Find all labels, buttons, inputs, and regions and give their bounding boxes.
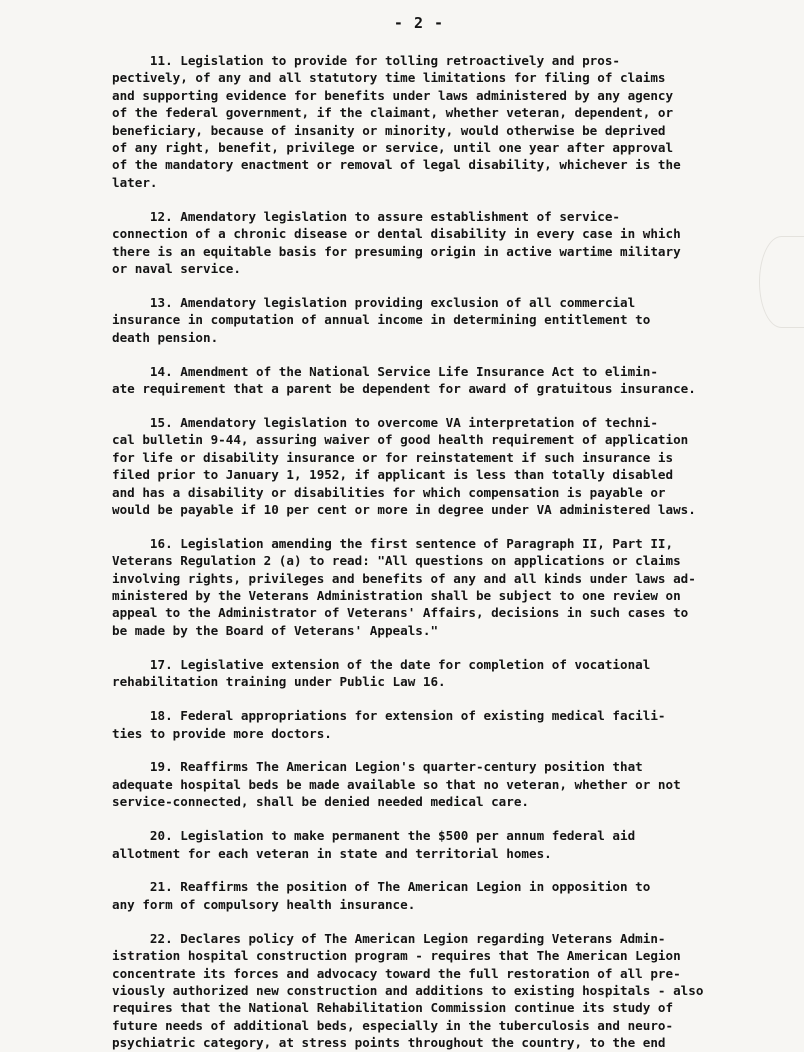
paragraph-line: of the mandatory enactment or removal of legal disability, whichever is the: [112, 157, 681, 173]
resolution-paragraph: [112, 878, 726, 913]
paragraph-line: psychiatric category, at stress points throughout the country, to the end: [112, 1035, 666, 1051]
paragraph-line: filed prior to January 1, 1952, if applicant is less than totally disabled: [112, 467, 674, 483]
paragraph-line: service-connected, shall be denied needed medical care.: [112, 794, 530, 810]
paragraph-line: or naval service.: [112, 260, 241, 276]
paragraph-line: would be payable if 10 per cent or more in degree under VA administered laws.: [112, 501, 696, 517]
paragraph-line: rehabilitation training under Public Law 16.: [112, 674, 446, 690]
paragraph-line: beneficiary, because of insanity or minority, would otherwise be deprived: [112, 122, 666, 138]
resolution-paragraph: [112, 52, 726, 191]
paragraph-line: requires that the National Rehabilitation Commission continue its study of: [112, 1000, 674, 1016]
paragraph-line: 11. Legislation to provide for tolling retroactively and pros-: [112, 53, 620, 68]
paragraph-line: death pension.: [112, 329, 219, 345]
paragraph-line: cal bulletin 9-44, assuring waiver of good health requirement of application: [112, 432, 689, 448]
resolution-paragraph: [112, 208, 726, 278]
paragraph-line: ministered by the Veterans Administration shall be subject to one review on: [112, 588, 681, 604]
resolution-paragraph: [112, 930, 726, 1052]
paragraph-line: 13. Amendatory legislation providing exclusion of all commercial: [112, 294, 636, 310]
resolution-paragraph: [112, 827, 726, 862]
paragraph-line: adequate hospital beds be made available so that no veteran, whether or not: [112, 776, 681, 792]
paragraph-line: of the federal government, if the claimant, whether veteran, dependent, or: [112, 105, 674, 121]
resolution-paragraph: [112, 656, 726, 691]
resolution-paragraph: [112, 707, 726, 742]
paragraph-line: allotment for each veteran in state and territorial homes.: [112, 845, 552, 861]
paragraph-line: viously authorized new construction and additions to existing hospitals - also: [112, 982, 704, 998]
paragraph-line: ties to provide more doctors.: [112, 725, 332, 741]
paragraph-line: appeal to the Administrator of Veterans' Affairs, decisions in such cases to: [112, 605, 689, 621]
paragraph-line: of any right, benefit, privilege or service, until one year after approval: [112, 140, 674, 156]
paragraph-line: there is an equitable basis for presuming origin in active wartime military: [112, 243, 681, 259]
paragraph-line: 14. Amendment of the National Service Life Insurance Act to elimin-: [112, 363, 658, 379]
paragraph-line: 18. Federal appropriations for extension of existing medical facili-: [112, 708, 666, 724]
paragraph-line: and has a disability or disabilities for which compensation is payable or: [112, 484, 666, 500]
resolution-paragraph: [112, 363, 726, 398]
paragraph-line: 22. Declares policy of The American Legion regarding Veterans Admin-: [112, 930, 666, 946]
document-body: [112, 52, 726, 1052]
paragraph-line: future needs of additional beds, especially in the tuberculosis and neuro-: [112, 1017, 674, 1033]
paragraph-line: and supporting evidence for benefits under laws administered by any agency: [112, 87, 674, 103]
page-number: - 2 -: [393, 14, 445, 32]
paragraph-line: concentrate its forces and advocacy toward the full restoration of all pre-: [112, 965, 681, 981]
paragraph-line: istration hospital construction program - requires that The American Legion: [112, 948, 681, 964]
resolution-paragraph: [112, 294, 726, 346]
faint-stamp-mark: [759, 236, 804, 328]
paragraph-line: insurance in computation of annual income in determining entitlement to: [112, 312, 651, 328]
resolution-paragraph: [112, 758, 726, 810]
paragraph-line: be made by the Board of Veterans' Appeals.": [112, 622, 439, 638]
paragraph-line: Veterans Regulation 2 (a) to read: "All questions on applications or claims: [112, 553, 681, 569]
paragraph-line: pectively, of any and all statutory time limitations for filing of claims: [112, 70, 666, 86]
paragraph-line: any form of compulsory health insurance.: [112, 896, 416, 912]
resolution-paragraph: [112, 414, 726, 518]
resolution-paragraph: [112, 535, 726, 639]
paragraph-line: later.: [112, 174, 158, 190]
paragraph-line: 12. Amendatory legislation to assure establishment of service-: [112, 208, 620, 224]
paragraph-line: connection of a chronic disease or dental disability in every case in which: [112, 226, 681, 242]
paragraph-line: involving rights, privileges and benefits of any and all kinds under laws ad-: [112, 570, 696, 586]
paragraph-line: 15. Amendatory legislation to overcome VA interpretation of techni-: [112, 414, 658, 430]
paragraph-line: ate requirement that a parent be dependent for award of gratuitous insurance.: [112, 381, 696, 396]
paragraph-line: 19. Reaffirms The American Legion's quarter-century position that: [112, 759, 643, 775]
paragraph-line: 20. Legislation to make permanent the $500 per annum federal aid: [112, 828, 636, 844]
paragraph-line: for life or disability insurance or for reinstatement if such insurance is: [112, 449, 674, 465]
paragraph-line: 16. Legislation amending the first sentence of Paragraph II, Part II,: [112, 535, 674, 551]
paragraph-line: 21. Reaffirms the position of The American Legion in opposition to: [112, 879, 651, 895]
paragraph-line: 17. Legislative extension of the date for completion of vocational: [112, 656, 651, 672]
